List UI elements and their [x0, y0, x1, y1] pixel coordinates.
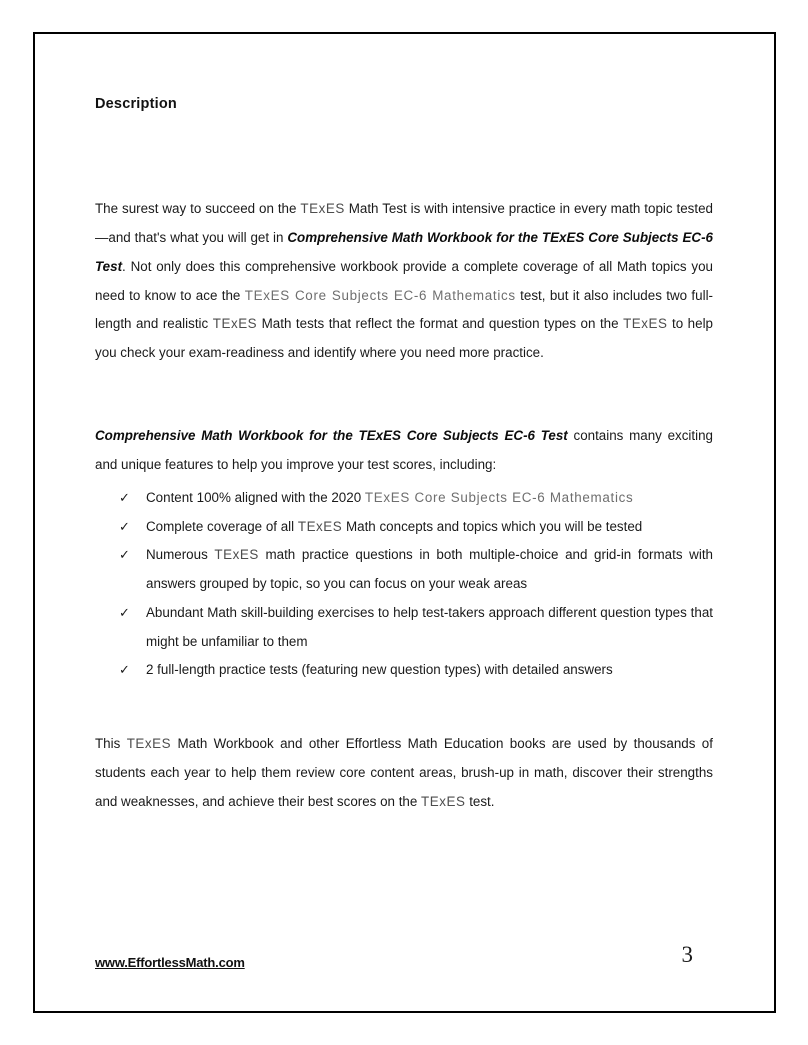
list-item-text: 2 full-length practice tests (featuring new question types) with detailed answers — [146, 662, 613, 678]
brand-token: TExES — [126, 736, 172, 752]
list-item — [95, 513, 713, 542]
long-brand-token: TExES Core Subjects EC-6 Mathematics — [244, 287, 516, 303]
list-item-text-tail: math practice questions in both multiple-choice and grid-in formats with answers grouped by topic, so you can focus on your weak areas — [146, 547, 713, 592]
intro-text-3: . Not only does this comprehensive workbook provide a complete coverage of all Math topics you need to know to ace the — [95, 258, 713, 303]
closing-text-3: test. — [465, 793, 495, 809]
intro-text-6: to help you check your exam-readiness and identify where you need more practice. — [95, 316, 713, 360]
brand-token: TExES — [300, 201, 345, 217]
page-number: 3 — [681, 942, 693, 967]
brand-token: TExES — [212, 316, 258, 332]
list-item-text: Content 100% aligned with the 2020 — [146, 490, 365, 505]
brand-token: TExES — [421, 793, 466, 809]
closing-text-1: This — [95, 736, 127, 752]
checkmark-icon: ✓ — [119, 490, 130, 505]
features-list — [95, 484, 713, 685]
intro-text-5: Math tests that reflect the format and question types on the — [257, 316, 624, 332]
checkmark-icon: ✓ — [119, 662, 130, 678]
checkmark-icon: ✓ — [119, 604, 130, 620]
intro-text-2: Math Test is with intensive practice in every math topic tested—and that's what you will get in — [95, 201, 713, 246]
long-brand-token: TExES Core Subjects EC-6 Mathematics — [364, 490, 634, 505]
features-lead-paragraph — [95, 422, 713, 479]
list-item — [95, 599, 713, 656]
list-item-text-tail: Math concepts and topics which you will be tested — [342, 518, 643, 534]
list-item-text: Complete coverage of all — [146, 518, 298, 534]
brand-token: TExES — [214, 547, 259, 563]
book-title-emphasis: Comprehensive Math Workbook for the TExES Core Subjects EC-6 Test — [95, 230, 713, 274]
list-item — [95, 484, 713, 513]
page-content-area — [95, 34, 715, 1011]
list-item — [95, 656, 713, 685]
list-item-text: Numerous — [146, 547, 215, 563]
list-item — [95, 541, 713, 598]
intro-text-1: The surest way to succeed on the — [95, 201, 301, 217]
checkmark-icon: ✓ — [119, 547, 130, 563]
intro-text-4: test, but it also includes two full-length and realistic — [95, 287, 714, 332]
checkmark-icon: ✓ — [119, 518, 130, 534]
brand-token: TExES — [623, 316, 668, 332]
list-item-text: Abundant Math skill-building exercises to help test-takers approach different question types that might be unfamiliar to them — [146, 604, 713, 649]
book-title-emphasis: Comprehensive Math Workbook for the TExES Core Subjects EC-6 Test — [95, 428, 568, 444]
closing-text-2: Math Workbook and other Effortless Math Education books are used by thousands of students each year to help them review core content areas, brush-up in math, discover their strengths and weaknesses, and achieve their best scores on the — [95, 736, 713, 809]
intro-paragraph — [95, 195, 713, 367]
footer-website-link[interactable]: www.EffortlessMath.com — [95, 955, 245, 970]
page-title: Description — [95, 96, 177, 112]
closing-paragraph — [95, 730, 713, 816]
brand-token: TExES — [297, 518, 343, 534]
features-lead-text: contains many exciting and unique features to help you improve your test scores, including: — [95, 428, 713, 473]
document-page-sheet — [33, 32, 776, 1013]
